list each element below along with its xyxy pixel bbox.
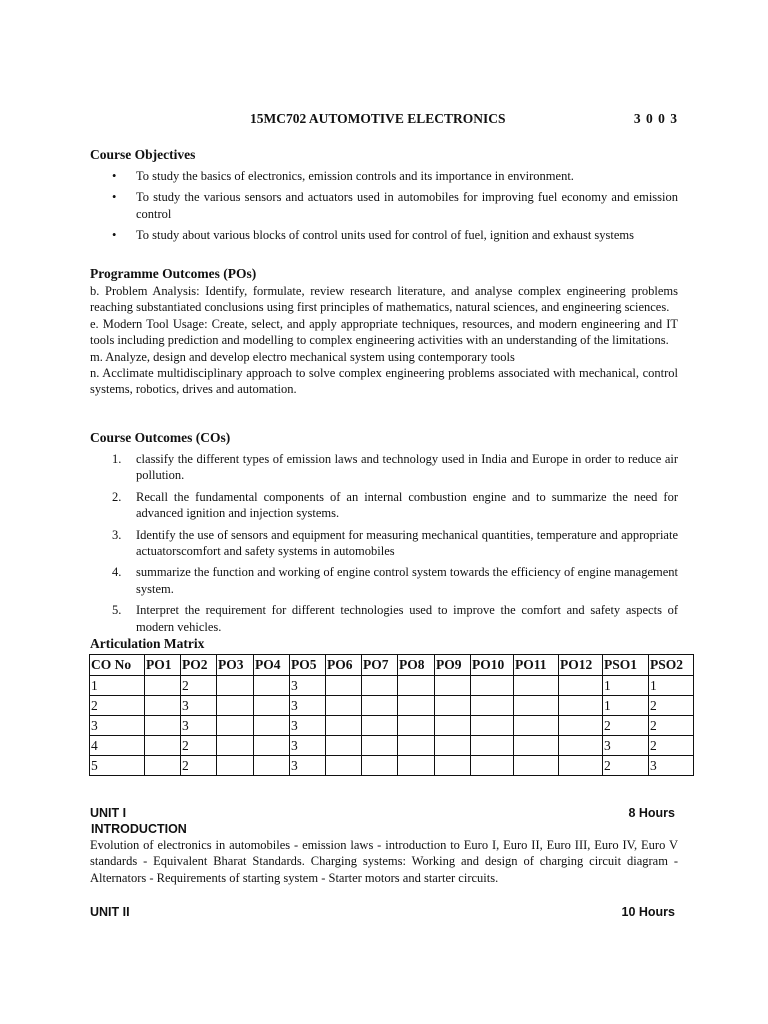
- table-header-cell: PO8: [398, 655, 435, 676]
- unit-1-hours: 8 Hours: [628, 806, 675, 820]
- table-cell: 1: [649, 676, 694, 696]
- table-header-cell: PO4: [254, 655, 290, 676]
- course-credits: 3 0 0 3: [633, 111, 678, 126]
- table-cell: [217, 716, 254, 736]
- table-cell: 4: [90, 736, 145, 756]
- table-cell: [398, 696, 435, 716]
- po-item: b. Problem Analysis: Identify, formulate, review research literature, and analyse complex engineering problems reaching substantiated conclusions using first principles of mathematics, natural sciences, and engineering sciences.: [90, 284, 678, 315]
- table-cell: 3: [181, 696, 217, 716]
- table-cell: [145, 736, 181, 756]
- table-cell: [398, 676, 435, 696]
- table-cell: [326, 756, 362, 776]
- table-header-cell: PO10: [471, 655, 514, 676]
- table-cell: [254, 716, 290, 736]
- table-row: [90, 696, 694, 716]
- table-cell: 3: [290, 756, 326, 776]
- table-header-cell: PO6: [326, 655, 362, 676]
- table-cell: [326, 736, 362, 756]
- table-row: [90, 756, 694, 776]
- list-item: 4. summarize the function and working of engine control system towards the efficiency of engine management system.: [112, 565, 678, 596]
- table-cell: [254, 736, 290, 756]
- table-cell: [514, 676, 559, 696]
- unit-2-row: [90, 905, 675, 919]
- table-cell: [471, 676, 514, 696]
- unit-1-row: [90, 806, 675, 820]
- course-outcomes-heading: Course Outcomes (COs): [90, 430, 231, 445]
- table-cell: 3: [290, 676, 326, 696]
- table-cell: 3: [90, 716, 145, 736]
- list-item: • To study the basics of electronics, emission controls and its importance in environment.: [112, 169, 574, 183]
- table-cell: [471, 736, 514, 756]
- table-cell: 2: [181, 676, 217, 696]
- table-cell: [362, 676, 398, 696]
- table-header-cell: PSO2: [649, 655, 694, 676]
- table-cell: [254, 696, 290, 716]
- table-cell: 2: [603, 716, 649, 736]
- unit-1-label: UNIT I: [90, 806, 127, 820]
- table-cell: [559, 736, 603, 756]
- table-header-cell: PSO1: [603, 655, 649, 676]
- table-cell: [471, 696, 514, 716]
- table-cell: [471, 756, 514, 776]
- table-cell: 3: [181, 716, 217, 736]
- table-cell: [398, 736, 435, 756]
- course-objectives-heading: Course Objectives: [90, 147, 196, 162]
- list-item: • To study about various blocks of control units used for control of fuel, ignition and exhaust systems: [112, 228, 635, 243]
- table-cell: 1: [90, 676, 145, 696]
- course-objectives-list: [90, 168, 678, 249]
- table-cell: [326, 696, 362, 716]
- table-cell: [145, 756, 181, 776]
- table-cell: 2: [181, 756, 217, 776]
- table-cell: [326, 716, 362, 736]
- table-cell: [398, 716, 435, 736]
- table-cell: [362, 696, 398, 716]
- table-cell: 3: [649, 756, 694, 776]
- table-cell: [435, 676, 471, 696]
- table-header-cell: PO11: [514, 655, 559, 676]
- programme-outcomes-heading: Programme Outcomes (POs): [90, 266, 257, 281]
- table-cell: [514, 696, 559, 716]
- table-cell: [435, 736, 471, 756]
- table-cell: 3: [290, 716, 326, 736]
- table-cell: 2: [649, 716, 694, 736]
- table-cell: [514, 736, 559, 756]
- course-code-title: 15MC702 AUTOMOTIVE ELECTRONICS: [250, 111, 506, 126]
- course-outcomes-list: [90, 451, 678, 640]
- unit-1-topic: INTRODUCTION: [91, 822, 187, 836]
- table-cell: [559, 756, 603, 776]
- table-header-cell: CO No: [90, 655, 145, 676]
- table-cell: [217, 696, 254, 716]
- table-cell: [217, 676, 254, 696]
- table-row: [90, 676, 694, 696]
- articulation-matrix-table: [89, 654, 694, 776]
- table-cell: [217, 756, 254, 776]
- table-cell: [145, 716, 181, 736]
- table-cell: [559, 716, 603, 736]
- table-cell: [435, 716, 471, 736]
- table-row: [90, 736, 694, 756]
- table-header-cell: PO3: [217, 655, 254, 676]
- unit-2-label: UNIT II: [90, 905, 130, 919]
- table-header-row: [90, 655, 694, 676]
- table-header-cell: PO12: [559, 655, 603, 676]
- unit-1-body: Evolution of electronics in automobiles - emission laws - introduction to Euro I, Euro II, Euro III, Euro IV, Euro V standards - Equivalent Bharat Standards. Charging systems: Working and design of charging circuit diagram - Alternators - Requirements of starting system - Starter motors and starter circuits.: [90, 838, 678, 885]
- list-item: 5. Interpret the requirement for different technologies used to improve the comfort and safety aspects of modern vehicles.: [112, 603, 678, 634]
- articulation-matrix-heading: Articulation Matrix: [90, 636, 205, 651]
- table-cell: 2: [90, 696, 145, 716]
- table-cell: 3: [290, 736, 326, 756]
- table-cell: [326, 676, 362, 696]
- table-cell: [362, 716, 398, 736]
- table-cell: 2: [181, 736, 217, 756]
- table-cell: [362, 756, 398, 776]
- table-cell: 2: [603, 756, 649, 776]
- table-body: [90, 676, 694, 776]
- table-cell: [559, 676, 603, 696]
- table-cell: 1: [603, 696, 649, 716]
- list-item: 1. classify the different types of emission laws and technology used in India and Europe in order to reduce air pollution.: [112, 452, 678, 483]
- list-item: 2. Recall the fundamental components of an internal combustion engine and to summarize the need for advanced ignition and injection systems.: [112, 489, 678, 521]
- po-item: e. Modern Tool Usage: Create, select, and apply appropriate techniques, resources, and modern engineering and IT tools including prediction and modelling to complex engineering activities with an understanding of the limitations.: [90, 316, 678, 348]
- table-header-cell: PO9: [435, 655, 471, 676]
- table-header-cell: PO2: [181, 655, 217, 676]
- table-cell: 3: [603, 736, 649, 756]
- table-cell: [435, 696, 471, 716]
- table-cell: [145, 696, 181, 716]
- list-item: 3. Identify the use of sensors and equipment for measuring mechanical quantities, temperature and appropriate actuatorscomfort and safety systems in automobiles: [112, 527, 678, 559]
- table-cell: [471, 716, 514, 736]
- table-cell: [514, 716, 559, 736]
- table-row: [90, 716, 694, 736]
- table-cell: 1: [603, 676, 649, 696]
- table-cell: [435, 756, 471, 776]
- table-cell: [398, 756, 435, 776]
- table-cell: [254, 756, 290, 776]
- programme-outcomes-list: [90, 283, 678, 398]
- table-cell: [254, 676, 290, 696]
- table-header-cell: PO5: [290, 655, 326, 676]
- table-cell: [362, 736, 398, 756]
- table-cell: 3: [290, 696, 326, 716]
- table-cell: [217, 736, 254, 756]
- unit-2-hours: 10 Hours: [621, 905, 675, 919]
- table-header-cell: PO1: [145, 655, 181, 676]
- list-item: • To study the various sensors and actuators used in automobiles for improving fuel economy and emission control: [112, 190, 678, 221]
- table-cell: [559, 696, 603, 716]
- po-item: m. Analyze, design and develop electro mechanical system using contemporary tools: [90, 349, 515, 364]
- table-cell: 5: [90, 756, 145, 776]
- table-header-cell: PO7: [362, 655, 398, 676]
- table-cell: [145, 676, 181, 696]
- table-cell: 2: [649, 736, 694, 756]
- po-item: n. Acclimate multidisciplinary approach to solve complex engineering problems associated with mechanical, control systems, robotics, drives and automation.: [90, 366, 678, 397]
- course-title-row: [90, 111, 678, 131]
- table-cell: 2: [649, 696, 694, 716]
- table-cell: [514, 756, 559, 776]
